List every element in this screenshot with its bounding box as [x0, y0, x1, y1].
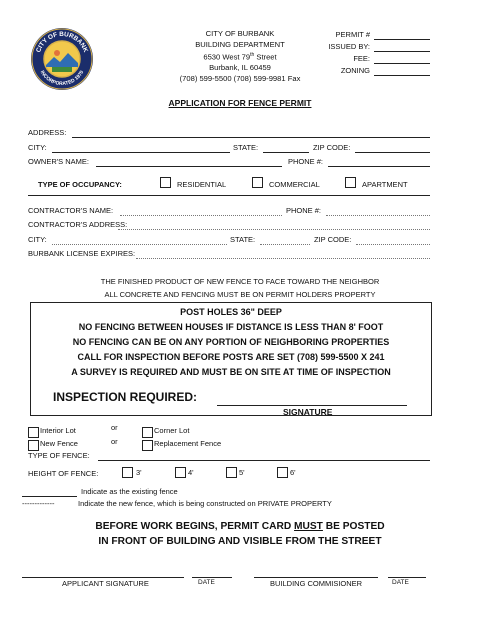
contractor-city-field[interactable]: [52, 244, 227, 245]
posting-notice-line1: BEFORE WORK BEGINS, PERMIT CARD MUST BE POSTED: [95, 521, 385, 532]
svg-text:INCORPORATED 1970: INCORPORATED 1970: [38, 69, 86, 88]
address-label: ADDRESS:: [28, 128, 67, 137]
residential-label: RESIDENTIAL: [177, 180, 227, 189]
issued-by-field[interactable]: [374, 51, 430, 52]
new-fence-legend: Indicate the new fence, which is being constructed on PRIVATE PROPERTY: [78, 499, 332, 508]
height-6-label: 6': [290, 468, 296, 477]
height-3-label: 3': [136, 468, 142, 477]
occupancy-label: TYPE OF OCCUPANCY:: [38, 180, 122, 189]
contractor-name-label: CONTRACTOR'S NAME:: [28, 206, 114, 215]
commissioner-date-field[interactable]: [388, 577, 426, 578]
zoning-label: ZONING: [340, 66, 370, 75]
city-label: CITY:: [28, 143, 47, 152]
or-text: or: [111, 423, 118, 432]
height-6-checkbox[interactable]: [277, 467, 288, 478]
commissioner-date-label: DATE: [392, 579, 409, 586]
svg-text:CITY OF BURBANK: CITY OF BURBANK: [35, 30, 89, 54]
new-fence-label: New Fence: [40, 439, 78, 448]
replacement-fence-label: Replacement Fence: [154, 439, 222, 448]
height-5-label: 5': [239, 468, 245, 477]
owner-phone-field[interactable]: [328, 166, 430, 167]
applicant-signature-label: APPLICANT SIGNATURE: [62, 579, 149, 588]
department-header: [155, 29, 325, 85]
height-5-checkbox[interactable]: [226, 467, 237, 478]
zoning-field[interactable]: [374, 75, 430, 76]
address-field[interactable]: [72, 137, 430, 138]
owner-phone-label: PHONE #:: [288, 157, 324, 166]
org-name: CITY OF BURBANK: [205, 29, 275, 38]
fee-label: FEE:: [353, 54, 370, 63]
contractor-address-label: CONTRACTOR'S ADDRESS:: [28, 220, 128, 229]
commissioner-label: BUILDING COMMISIONER: [270, 579, 363, 588]
or-text: or: [111, 437, 118, 446]
corner-lot-label: Corner Lot: [154, 426, 190, 435]
city-seal: [30, 27, 94, 91]
rule-neighboring: NO FENCING CAN BE ON ANY PORTION OF NEIGHBORING PROPERTIES: [72, 337, 390, 347]
type-of-fence-field[interactable]: [98, 460, 430, 461]
state-field[interactable]: [263, 152, 309, 153]
contractor-phone-field[interactable]: [326, 215, 430, 216]
applicant-date-field[interactable]: [192, 577, 232, 578]
apartment-checkbox[interactable]: [345, 177, 356, 188]
contractor-zip-label: ZIP CODE:: [314, 235, 352, 244]
inspection-required-label: INSPECTION REQUIRED:: [53, 390, 198, 404]
apartment-label: APARTMENT: [362, 180, 408, 189]
rule-call-inspection: CALL FOR INSPECTION BEFORE POSTS ARE SET (708) 599-5500 X 241: [77, 352, 385, 362]
rule-survey: A SURVEY IS REQUIRED AND MUST BE ON SITE AT TIME OF INSPECTION: [71, 367, 391, 377]
issued-by-label: ISSUED BY:: [328, 42, 370, 51]
city-field[interactable]: [52, 152, 230, 153]
residential-checkbox[interactable]: [160, 177, 171, 188]
rule-post-holes: POST HOLES 36" DEEP: [180, 307, 282, 317]
city-line: Burbank, IL 60459: [209, 63, 271, 73]
new-fence-symbol: -------------: [22, 499, 55, 508]
department-name: BUILDING DEPARTMENT: [195, 39, 285, 49]
existing-fence-legend: Indicate as the existing fence: [81, 487, 178, 496]
contractor-phone-label: PHONE #:: [286, 206, 322, 215]
height-label: HEIGHT OF FENCE:: [28, 469, 99, 478]
new-fence-checkbox[interactable]: [28, 440, 39, 451]
applicant-date-label: DATE: [198, 579, 215, 586]
street-address: 6530 West 79th Street: [203, 52, 277, 62]
corner-lot-checkbox[interactable]: [142, 427, 153, 438]
phone-line: (708) 599-5500 (708) 599-9981 Fax: [179, 73, 301, 83]
permit-field[interactable]: [374, 39, 430, 40]
form-title: APPLICATION FOR FENCE PERMIT: [168, 98, 312, 108]
interior-lot-checkbox[interactable]: [28, 427, 39, 438]
height-4-checkbox[interactable]: [175, 467, 186, 478]
contractor-state-field[interactable]: [260, 244, 310, 245]
height-3-checkbox[interactable]: [122, 467, 133, 478]
license-label: BURBANK LICENSE EXPIRES:: [28, 249, 136, 258]
owner-name-field[interactable]: [96, 166, 282, 167]
contractor-state-label: STATE:: [230, 235, 256, 244]
state-label: STATE:: [233, 143, 259, 152]
notice-face-neighbor: THE FINISHED PRODUCT OF NEW FENCE TO FACE TOWARD THE NEIGHBOR: [100, 277, 380, 286]
zip-label: ZIP CODE:: [313, 143, 351, 152]
type-of-fence-label: TYPE OF FENCE:: [28, 451, 90, 460]
inspection-signature-field[interactable]: [217, 405, 407, 406]
license-field[interactable]: [136, 258, 430, 259]
zip-field[interactable]: [355, 152, 430, 153]
owner-name-label: OWNER'S NAME:: [28, 157, 90, 166]
contractor-name-field[interactable]: [120, 215, 282, 216]
section-divider: [28, 195, 430, 196]
signature-caption: SIGNATURE: [283, 407, 333, 417]
fee-field[interactable]: [374, 63, 430, 64]
rules-box: [30, 302, 432, 416]
commissioner-signature-field[interactable]: [254, 577, 378, 578]
existing-fence-symbol: [22, 496, 77, 497]
contractor-zip-field[interactable]: [356, 244, 430, 245]
applicant-signature-field[interactable]: [22, 577, 184, 578]
commercial-label: COMMERCIAL: [269, 180, 320, 189]
posting-notice-line2: IN FRONT OF BUILDING AND VISIBLE FROM THE STREET: [98, 536, 382, 547]
contractor-address-field[interactable]: [118, 229, 430, 230]
rule-distance: NO FENCING BETWEEN HOUSES IF DISTANCE IS LESS THAN 8' FOOT: [78, 322, 384, 332]
permit-label: PERMIT #: [335, 30, 370, 39]
height-4-label: 4': [188, 468, 194, 477]
notice-property: ALL CONCRETE AND FENCING MUST BE ON PERMIT HOLDERS PROPERTY: [104, 290, 376, 299]
contractor-city-label: CITY:: [28, 235, 47, 244]
replacement-fence-checkbox[interactable]: [142, 440, 153, 451]
interior-lot-label: Interior Lot: [40, 426, 76, 435]
commercial-checkbox[interactable]: [252, 177, 263, 188]
